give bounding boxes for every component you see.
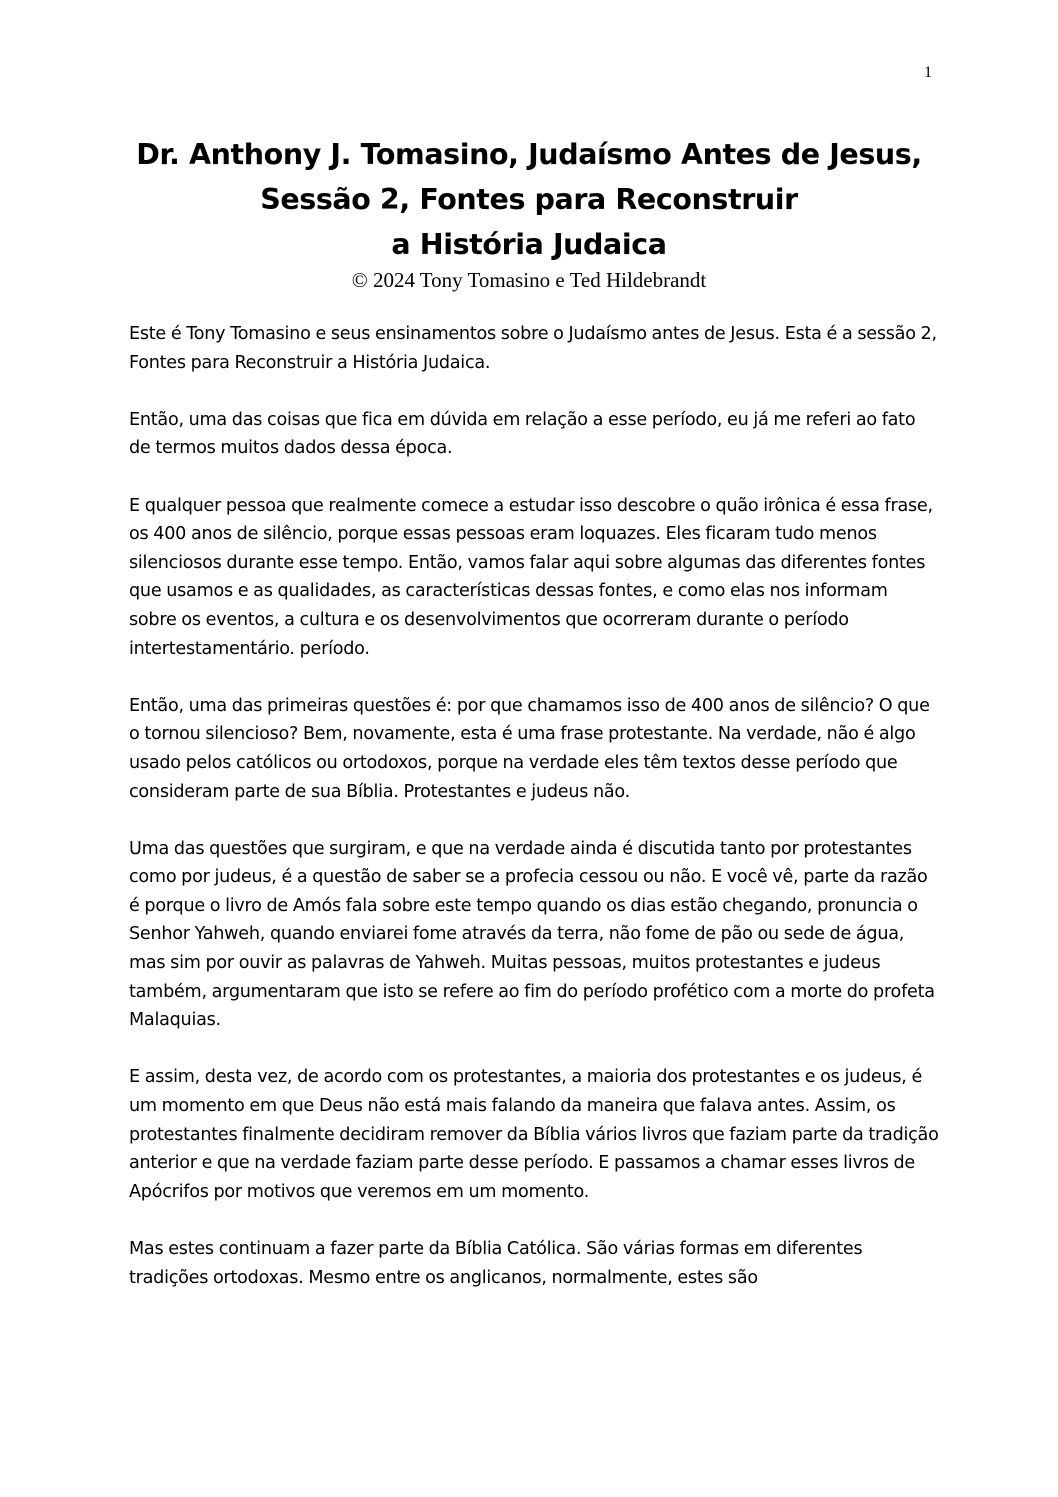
paragraph: E assim, desta vez, de acordo com os protestantes, a maioria dos protestantes e os judeus, é um momento em que Deus não está mais falando da maneira que falava antes. Assim, os protestantes finalmente decidiram remover da Bíblia vários livros que faziam parte da tradição anterior e que na verdade faziam parte desse período. E passamos a chamar esses livros de Apócrifos por motivos que veremos em um momento. xyxy=(129,1067,939,1202)
paragraph: E qualquer pessoa que realmente comece a estudar isso descobre o quão irônica é essa frase, os 400 anos de silêncio, porque essas pessoas eram loquazes. Eles ficaram tudo menos silenciosos durante esse tempo. Então, vamos falar aqui sobre algumas das diferentes fontes que usamos e as qualidades, as características dessas fontes, e como elas nos informam sobre os eventos, a cultura e os desenvolvimentos que ocorreram durante o período intertestamentário. período. xyxy=(129,495,933,659)
paragraph: Mas estes continuam a fazer parte da Bíblia Católica. São várias formas em diferentes tradições ortodoxas. Mesmo entre os anglicanos, normalmente, estes são xyxy=(129,1239,863,1288)
title-line-2: Sessão 2, Fontes para Reconstruir xyxy=(260,183,798,216)
page-number: 1 xyxy=(924,64,932,81)
title-line-1: Dr. Anthony J. Tomasino, Judaísmo Antes de Jesus, xyxy=(136,138,922,171)
document-header xyxy=(0,132,1058,293)
paragraph: Este é Tony Tomasino e seus ensinamentos sobre o Judaísmo antes de Jesus. Esta é a sessão 2, Fontes para Reconstruir a História Judaica. xyxy=(129,324,937,373)
paragraph: Então, uma das primeiras questões é: por que chamamos isso de 400 anos de silêncio? O que o tornou silencioso? Bem, novamente, esta é uma frase protestante. Na verdade, não é algo usado pelos católicos ou ortodoxos, porque na verdade eles têm textos desse período que consideram parte de sua Bíblia. Protestantes e judeus não. xyxy=(129,695,930,802)
document-body xyxy=(129,320,939,1321)
document-title xyxy=(0,132,1058,267)
copyright-line: © 2024 Tony Tomasino e Ted Hildebrandt xyxy=(351,268,707,292)
paragraph: Então, uma das coisas que fica em dúvida em relação a esse período, eu já me referi ao fato de termos muitos dados dessa época. xyxy=(129,409,916,459)
paragraph: Uma das questões que surgiram, e que na verdade ainda é discutida tanto por protestantes como por judeus, é a questão de saber se a profecia cessou ou não. E você vê, parte da razão é porque o livro de Amós fala sobre este tempo quando os dias estão chegando, pronuncia o Senhor Yahweh, quando enviarei fome através da terra, não fome de pão ou sede de água, mas sim por ouvir as palavras de Yahweh. Muitas pessoas, muitos protestantes e judeus também, argumentaram que isto se refere ao fim do período profético com a morte do profeta Malaquias. xyxy=(129,838,935,1031)
title-line-3: a História Judaica xyxy=(391,228,667,261)
